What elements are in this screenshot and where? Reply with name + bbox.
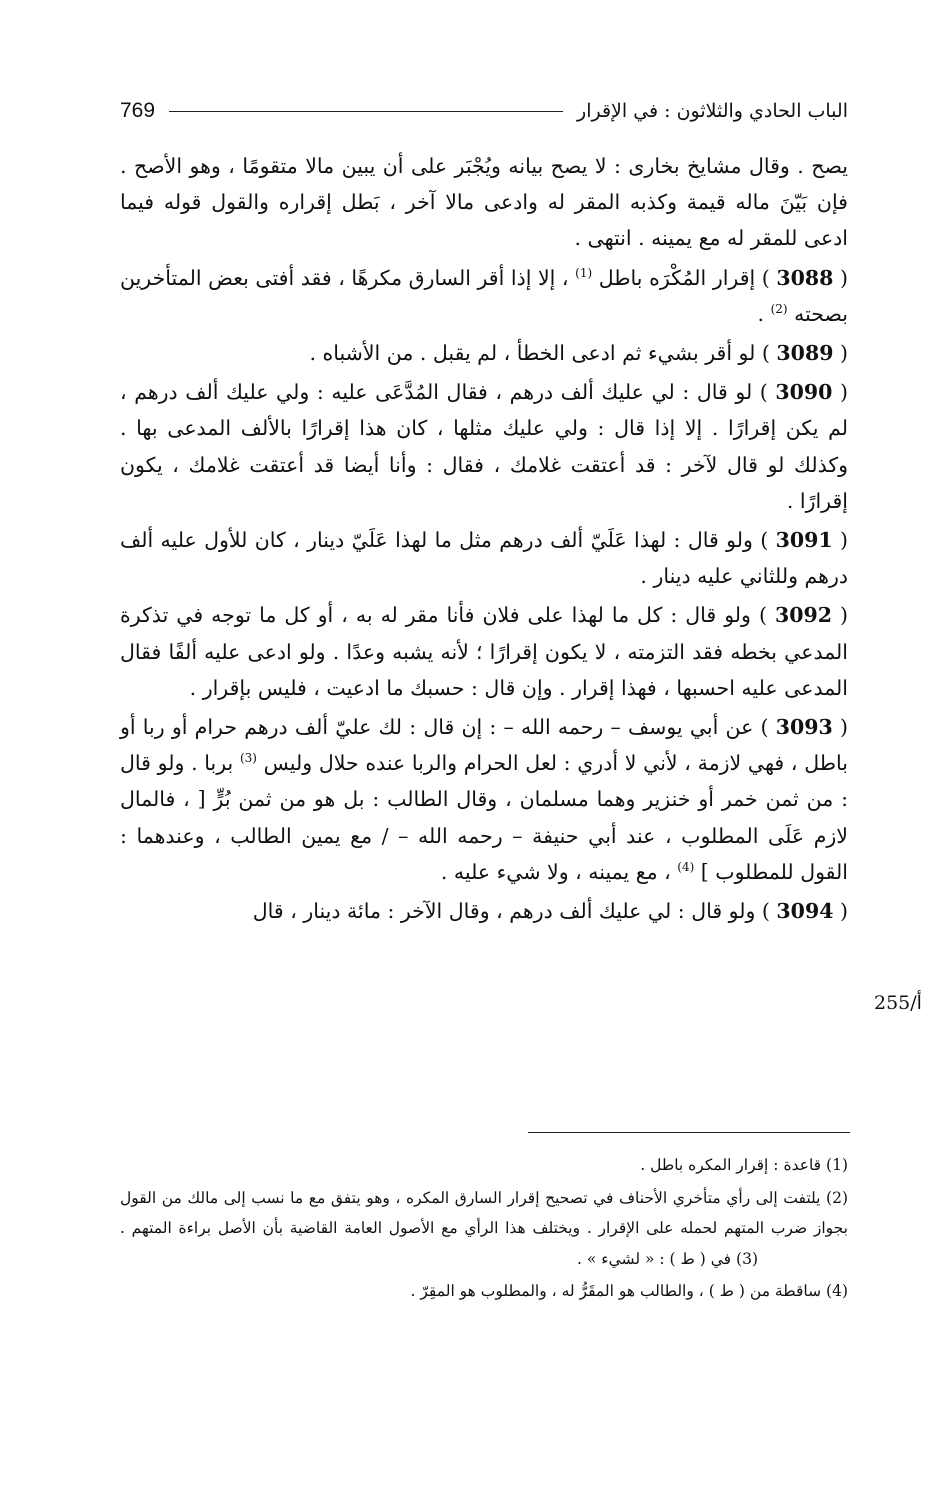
entry-text: ولو قال : لهذا عَلَيّ ألف درهم مثل ما لهذا عَلَيّ دينار ، كان للأول عليه ألف درهم وللثاني عليه دينار . — [120, 528, 848, 589]
entry-3088: ( 3088 ) إقرار المُكْرَه باطل $^{(1)}$ ، إلا إذا أقر السارق مكرهًا ، فقد أفتى بعض المتأخرين بصحته $^{(2)}$ . — [120, 265, 849, 326]
footnote-separator — [528, 1132, 850, 1133]
entry-3094: ( 3094 ) ولو قال : لي عليك ألف درهم ، وقال الآخر : مائة دينار ، قال — [252, 899, 848, 924]
entry-text: لو قال : لي عليك ألف درهم ، فقال المُدَّعَى عليه : ولي عليك ألف درهم ، لم يكن إقرارًا . إلا إذا قال : ولي عليك مثلها ، كان هذا إقرارًا بالألف المدعى بها . وكذلك لو قال لآخر : قد أعتقت غلامك ، فقال : وأنا أيضا قد أعتقت غلامك ، يكون إقرارًا . — [120, 380, 848, 513]
entry-number: 3090 — [775, 380, 833, 405]
page-number: 769 — [120, 99, 156, 122]
footnote-ref[interactable]: (2) — [770, 301, 788, 316]
manuscript-folio-marker: 255/أ — [874, 992, 922, 1014]
entry-3090: ( 3090 ) لو قال : لي عليك ألف درهم ، فقال المُدَّعَى عليه : ولي عليك ألف درهم ، لم يكن إقرارًا . إلا إذا قال : ولي عليك مثلها ، كان هذا إقرارًا بالألف المدعى بها . وكذلك لو قال لآخر : قد أعتقت غلامك ، فقال : وأنا أيضا قد أعتقت غلامك ، يكون إقرارًا . — [120, 380, 849, 513]
entry-number: 3088 — [776, 265, 834, 290]
paragraph-continuation — [120, 148, 848, 257]
footnote-2-text: (2) يلتفت إلى رأي متأخري الأحناف في تصحيح إقرار السارق المكره ، وهو يتفق مع ما نسب إلى مالك من القول بجواز ضرب المتهم لحمله على الإقرار . ويختلف هذا الرأي مع الأصول العامة القاضية بأن الأصل براءة المتهم . — [120, 1188, 848, 1237]
entry-text: بربا . ولو قال : من ثمن خمر أو خنزير وهما مسلمان ، وقال الطالب : بل هو من ثمن بُرٍّ [ ، فالمال لازم عَلَى المطلوب ، عند أبي حنيفة – رحمه الله – / مع يمين الطالب ، وعندهما : القول للمطلوب ] — [120, 751, 848, 884]
entry-text: ، إلا إذا أقر السارق مكرهًا ، فقد أفتى بعض المتأخرين بصحته — [120, 265, 848, 326]
footnote-2 — [120, 1183, 848, 1275]
footnote-1: (1) قاعدة : إقرار المكره باطل . — [640, 1156, 848, 1174]
entry-3089: ( 3089 ) لو أقر بشيء ثم ادعى الخطأ ، لم يقبل . من الأشباه . — [309, 341, 848, 366]
entry-text: لو أقر بشيء ثم ادعى الخطأ ، لم يقبل . من الأشباه . — [309, 341, 762, 366]
footnote-ref[interactable]: (4) — [677, 860, 695, 875]
entry-text: عن أبي يوسف – رحمه الله – : إن قال : لك عليّ ألف درهم حرام أو ربا أو باطل ، فهي لازمة ، لأني لا أدري : لعل الحرام والربا عنده حلال وليس — [120, 715, 848, 776]
entry-3092: ( 3092 ) ولو قال : كل ما لهذا على فلان فأنا مقر له به ، أو كل ما توجه في تذكرة المدعي بخطه فقد التزمته ، لا يكون إقرارًا ؛ لأنه يشبه وعدًا . ولو ادعى عليه ألفًا فقال المدعى عليه احسبها ، فهذا إقرار . وإن قال : حسبك ما ادعيت ، فليس بإقرار . — [120, 603, 849, 700]
entry-number: 3089 — [776, 341, 834, 366]
main-text — [120, 148, 848, 932]
footnote-4: (4) ساقطة من ( ط ) ، والطالب هو المقَرُّ له ، والمطلوب هو المقِرّ . — [410, 1282, 848, 1300]
entry-number: 3091 — [775, 528, 833, 553]
entry-number: 3093 — [775, 715, 833, 740]
entry-text: ولو قال : كل ما لهذا على فلان فأنا مقر له به ، أو كل ما توجه في تذكرة المدعي بخطه فقد التزمته ، لا يكون إقرارًا ؛ لأنه يشبه وعدًا . ولو ادعى عليه ألفًا فقال المدعى عليه احسبها ، فهذا إقرار . وإن قال : حسبك ما ادعيت ، فليس بإقرار . — [120, 603, 848, 700]
footnote-3: (3) في ( ط ) : « لشيء » . — [577, 1249, 758, 1268]
entry-3091: ( 3091 ) ولو قال : لهذا عَلَيّ ألف درهم مثل ما لهذا عَلَيّ دينار ، كان للأول عليه ألف درهم وللثاني عليه دينار . — [120, 528, 848, 589]
running-header — [120, 96, 848, 126]
entry-text: . — [757, 301, 771, 326]
entry-text: ولو قال : لي عليك ألف درهم ، وقال الآخر : مائة دينار ، قال — [252, 899, 762, 924]
paragraph-text: يصح . وقال مشايخ بخارى : لا يصح بيانه ويُجْبَر على أن يبين مالا متقومًا ، وهو الأصح . فإن بَيّنَ ماله قيمة وكذبه المقر له وادعى مالا آخر ، بَطل إقراره والقول قوله فيما ادعى للمقر له مع يمينه . انتهى . — [120, 154, 848, 251]
footnote-ref[interactable]: (3) — [239, 751, 257, 766]
running-title: الباب الحادي والثلاثون : في الإقرار — [577, 100, 848, 122]
footnotes — [120, 1150, 848, 1309]
entry-number: 3092 — [774, 603, 833, 628]
entry-text: إقرار المُكْرَه باطل — [592, 265, 762, 290]
entry-number: 3094 — [776, 899, 834, 924]
entry-text: ، مع يمينه ، ولا شيء عليه . — [440, 859, 678, 884]
header-rule — [169, 111, 563, 112]
footnote-ref[interactable]: (1) — [575, 265, 593, 280]
entry-3093: ( 3093 ) عن أبي يوسف – رحمه الله – : إن قال : لك عليّ ألف درهم حرام أو ربا أو باطل ، فهي لازمة ، لأني لا أدري : لعل الحرام والربا عنده حلال وليس $^{(3)}$ بربا . ولو قال : من ثمن خمر أو خنزير وهما مسلمان ، وقال الطالب : بل هو من ثمن بُرٍّ [ ، فالمال لازم عَلَى المطلوب ، عند أبي حنيفة – رحمه الله – / مع يمين الطالب ، وعندهما : القول للمطلوب ] $^{(4)}$ ، مع يمينه ، ولا شيء عليه . — [120, 715, 849, 884]
